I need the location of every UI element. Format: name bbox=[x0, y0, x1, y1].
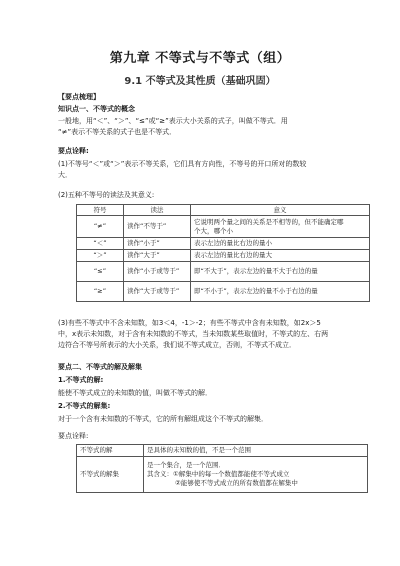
note-3-line-2: 中，x表示未知数，对于含有未知数的不等式，当未知数某些取值时，不等式的左、右两 bbox=[58, 330, 329, 338]
reading-cell: 读作“不等于” bbox=[124, 216, 191, 238]
meaning-cell bbox=[191, 216, 370, 238]
reading-cell: 读作“大于或等于” bbox=[124, 282, 191, 302]
term-cell: 不等式的解 bbox=[77, 445, 144, 457]
note-1-line-2: 大． bbox=[58, 171, 72, 179]
table-row bbox=[77, 262, 370, 282]
meaning-cell: 表示左边的量比右边的量小 bbox=[191, 238, 370, 250]
table-row bbox=[77, 457, 368, 493]
meaning-line: 它说明两个量之间的关系是不相等的，但不能确定哪 bbox=[194, 217, 344, 226]
meaning-line: 个大，哪个小 bbox=[194, 226, 233, 235]
symbol-cell: “≥” bbox=[77, 282, 124, 302]
desc-line: ②能够使不等式成立的所有数值都在解集中 bbox=[175, 479, 298, 487]
summary-heading: 【要点梳理】 bbox=[58, 93, 100, 101]
header-symbol: 符号 bbox=[77, 205, 124, 216]
kp1-heading: 知识点一、不等式的概念 bbox=[58, 105, 135, 113]
reading-cell: 读作“小于” bbox=[124, 238, 191, 250]
meaning-cell: 表示左边的量比右边的量大 bbox=[191, 250, 370, 262]
table-header-row bbox=[77, 205, 370, 216]
desc-line: 其含义：①解集中的每一个数值都能使不等式成立 bbox=[147, 470, 290, 478]
chapter-title: 第九章 不等式与不等式（组） bbox=[109, 51, 291, 66]
symbol-cell: “≤” bbox=[77, 262, 124, 282]
table-row bbox=[77, 238, 370, 250]
table-row bbox=[77, 216, 370, 238]
sub1-text: 能使不等式成立的未知数的值，叫做不等式的解． bbox=[58, 389, 212, 397]
kp2-notes-heading: 要点诠释: bbox=[58, 432, 89, 440]
reading-cell: 读作“小于或等于” bbox=[124, 262, 191, 282]
note-3-line-3: 边符合不等号所表示的大小关系，我们说不等式成立，否则，不等式不成立． bbox=[58, 341, 296, 349]
term-cell: 不等式的解集 bbox=[77, 457, 144, 493]
kp2-heading: 要点二、不等式的解及解集 bbox=[58, 363, 142, 371]
desc-cell bbox=[144, 457, 368, 493]
note-3-line-1: (3)有些不等式中不含未知数，如3＜4，-1＞-2；有些不等式中含有未知数，如2x＞5 bbox=[58, 319, 321, 327]
reading-cell: 读作“大于” bbox=[124, 250, 191, 262]
note-2: (2)五种不等号的读法及其意义: bbox=[58, 191, 155, 199]
sub2-text: 对于一个含有未知数的不等式，它的所有解组成这个不等式的解集． bbox=[58, 415, 268, 423]
meaning-cell: 即“不大于”，表示左边的量不大于右边的量 bbox=[191, 262, 370, 282]
note-1-line-1: (1)不等号“＜”或“＞”表示不等关系，它们具有方向性，不等号的开口所对的数较 bbox=[58, 160, 307, 168]
def-line-2: “≠”表示不等关系的式子也是不等式． bbox=[58, 128, 177, 136]
table-row bbox=[77, 250, 370, 262]
note-1 bbox=[58, 159, 358, 181]
header-reading: 读法 bbox=[124, 205, 191, 216]
kp1-definition bbox=[58, 116, 358, 138]
header-meaning: 意义 bbox=[191, 205, 370, 216]
desc-line: 是一个集合，是一个范围． bbox=[147, 461, 225, 469]
section-title: 9.1 不等式及其性质（基础巩固） bbox=[124, 76, 276, 87]
symbol-cell: “＞” bbox=[77, 250, 124, 262]
sub1-title: 1.不等式的解: bbox=[58, 376, 104, 384]
sub2-title: 2.不等式的解集: bbox=[58, 402, 111, 410]
symbol-cell: “≠” bbox=[77, 216, 124, 238]
solution-table bbox=[76, 444, 368, 493]
note-3 bbox=[58, 318, 363, 351]
kp1-notes-heading: 要点诠释: bbox=[58, 147, 89, 155]
table-row bbox=[77, 282, 370, 302]
def-line-1: 一般地，用“＜”、“＞”、“≤”或“≥”表示大小关系的式子，叫做不等式．用 bbox=[58, 117, 288, 125]
desc-cell: 是具体的未知数的值，不是一个范围 bbox=[144, 445, 368, 457]
symbol-cell: “＜” bbox=[77, 238, 124, 250]
table-row bbox=[77, 445, 368, 457]
notation-table bbox=[76, 204, 370, 302]
meaning-cell: 即“不小于”，表示左边的量不小于右边的量 bbox=[191, 282, 370, 302]
